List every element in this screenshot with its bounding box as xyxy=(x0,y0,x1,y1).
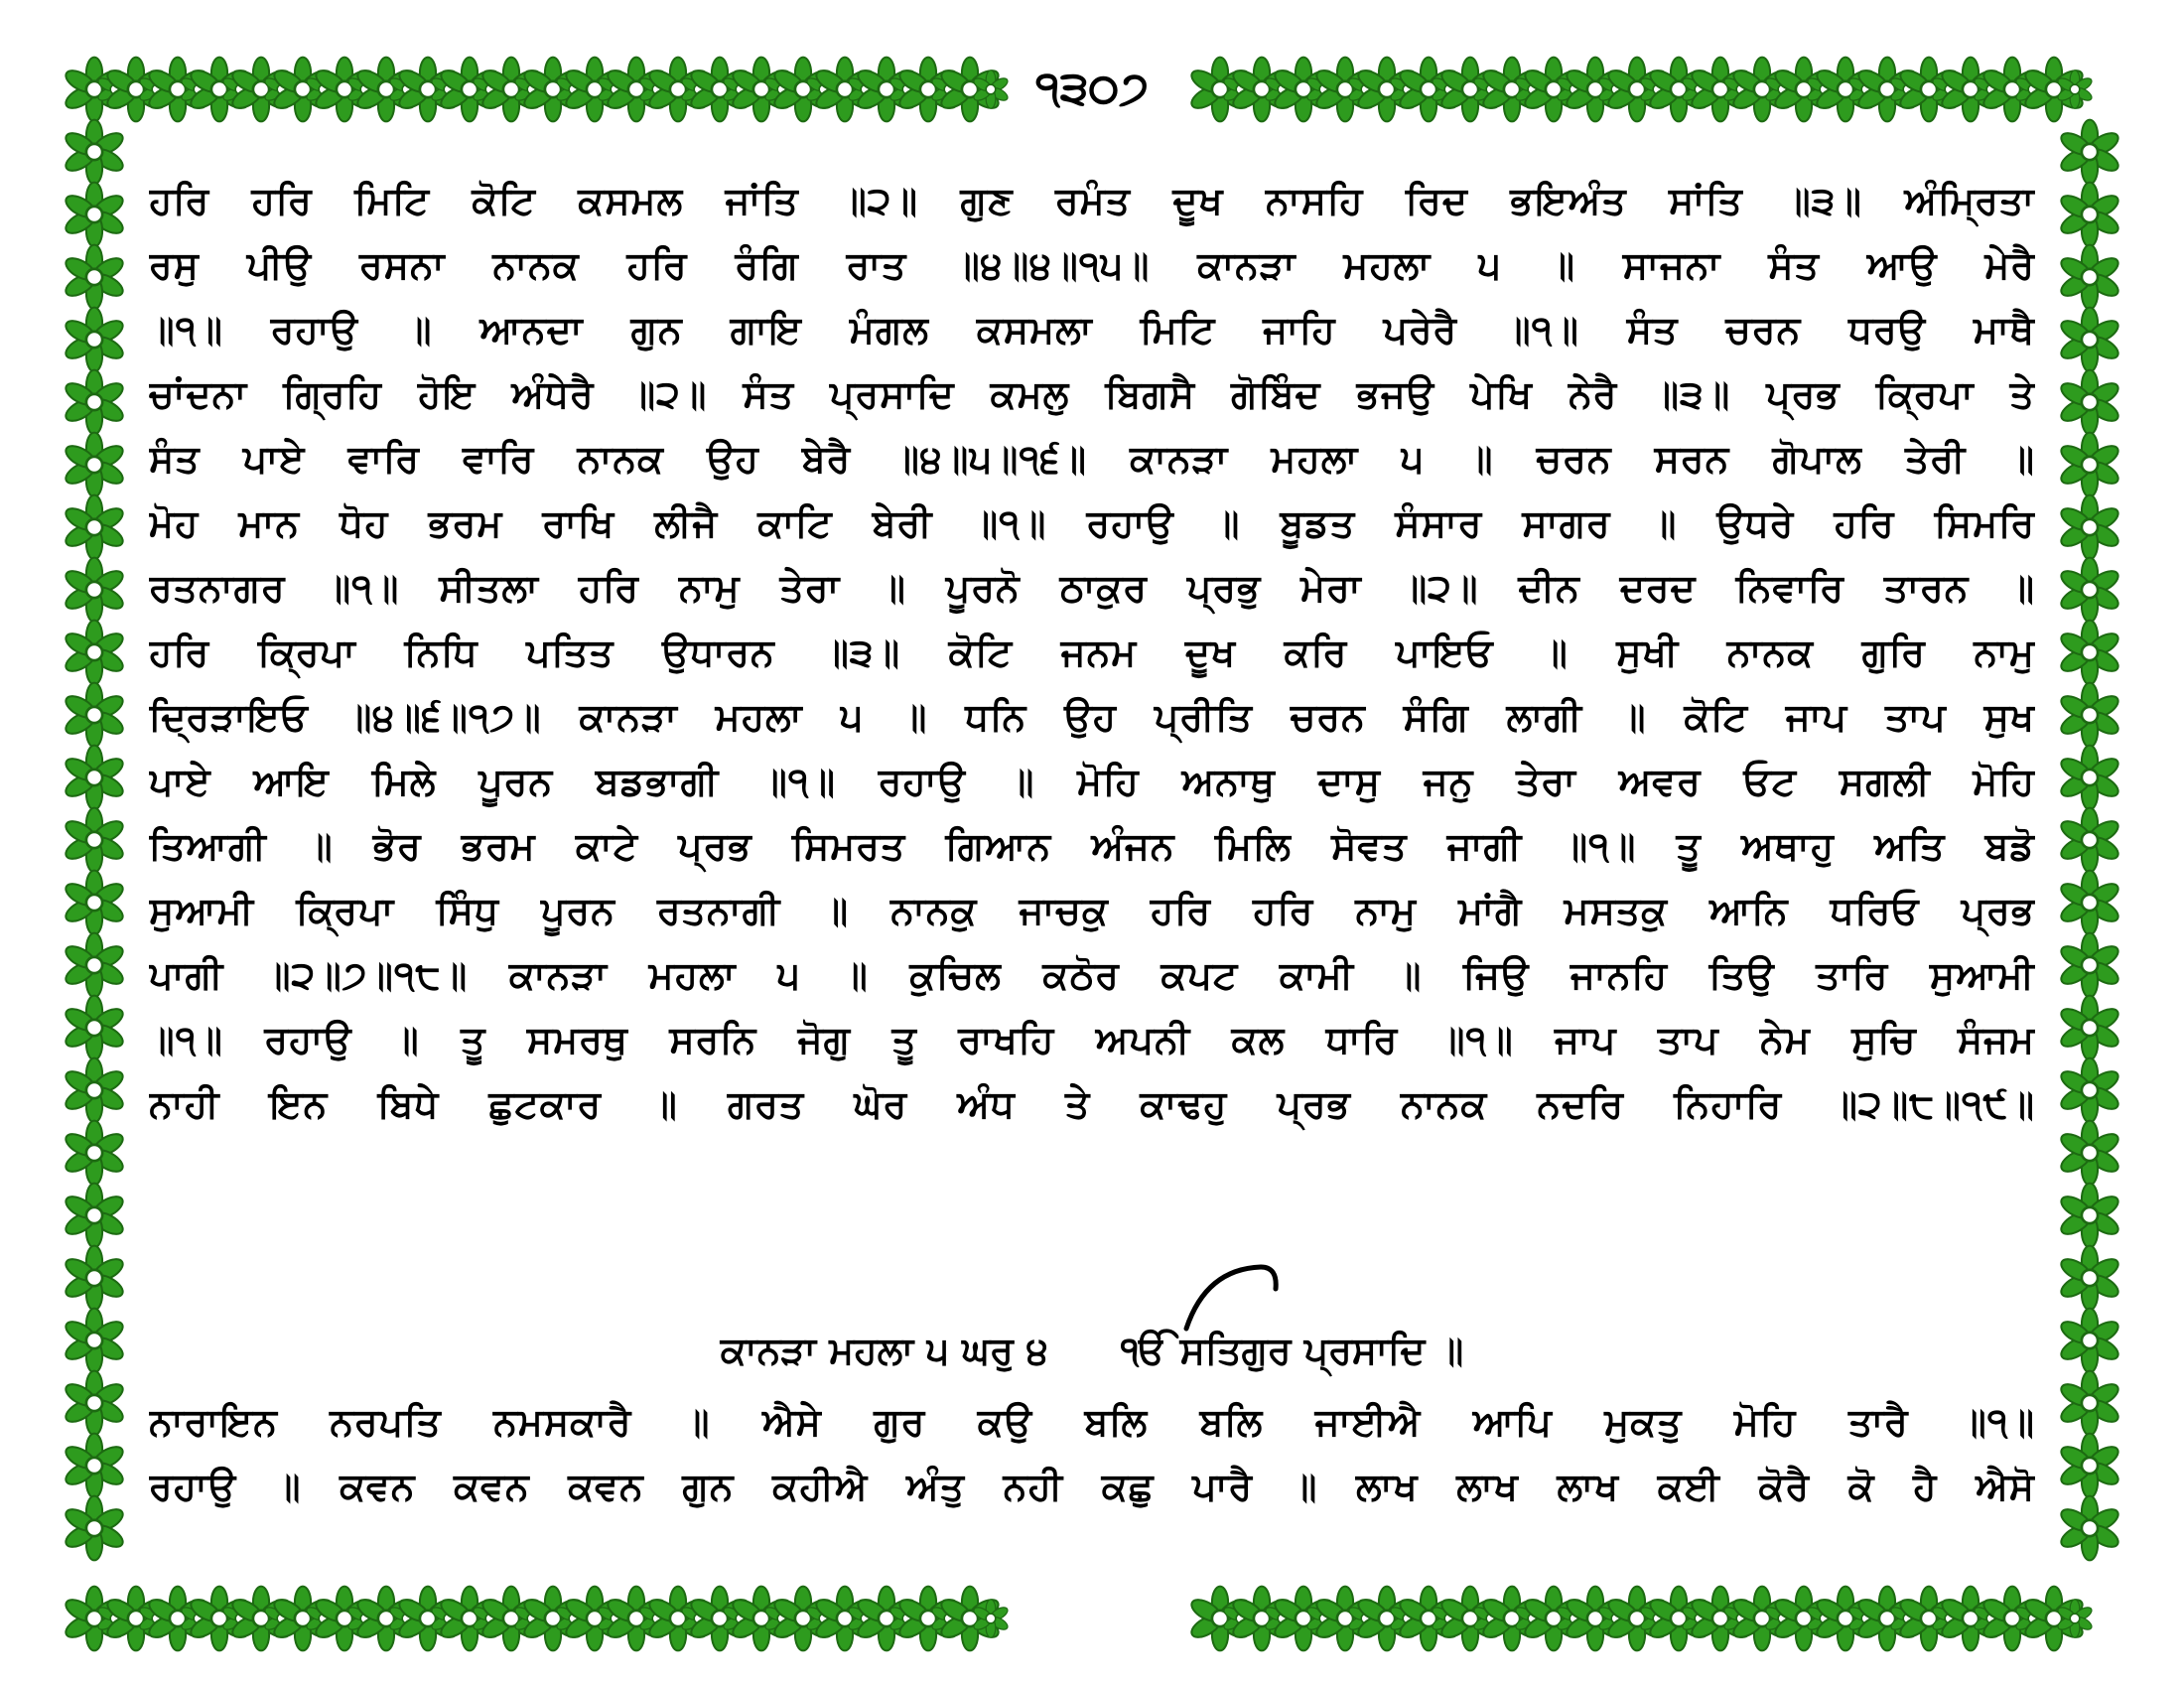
text-line: ॥੧॥ ਰਹਾਉ ॥ ਤੂ ਸਮਰਥੁ ਸਰਨਿ ਜੋਗੁ ਤੂ ਰਾਖਹਿ ਅਪਨੀ ਕਲ ਧਾਰਿ ॥੧॥ ਜਾਪ ਤਾਪ ਨੇਮ ਸੁਚਿ ਸੰਜਮ xyxy=(149,1018,2035,1061)
flower-motif-icon xyxy=(63,308,126,372)
page-number xyxy=(0,58,2184,117)
text-line: ਦ੍ਰਿੜਾਇਓ ॥੪॥੬॥੧੭॥ ਕਾਨੜਾ ਮਹਲਾ ੫ ॥ ਧਨਿ ਉਹ ਪ੍ਰੀਤਿ ਚਰਨ ਸੰਗਿ ਲਾਗੀ ॥ ਕੋਟਿ ਜਾਪ ਤਾਪ ਸੁਖ xyxy=(149,695,2035,739)
text-line: ਰਸੁ ਪੀਉ ਰਸਨਾ ਨਾਨਕ ਹਰਿ ਰੰਗਿ ਰਾਤ ॥੪॥੪॥੧੫॥ ਕਾਨੜਾ ਮਹਲਾ ੫ ॥ ਸਾਜਨਾ ਸੰਤ ਆਉ ਮੇਰੈ xyxy=(149,243,2035,287)
flower-motif-icon xyxy=(63,1058,126,1123)
flower-motif-icon xyxy=(63,433,126,497)
flower-motif-icon xyxy=(63,120,126,185)
text-line: ਸੰਤ ਪਾਏ ਵਾਰਿ ਵਾਰਿ ਨਾਨਕ ਉਹ ਬੇਰੈ ॥੪॥੫॥੧੬॥ ਕਾਨੜਾ ਮਹਲਾ ੫ ॥ ਚਰਨ ਸਰਨ ਗੋਪਾਲ ਤੇਰੀ ॥ xyxy=(149,437,2035,481)
flower-motif-icon xyxy=(2058,370,2121,435)
flower-motif-icon xyxy=(63,1371,126,1436)
page-number-text: ੧੩੦੭ xyxy=(1010,61,1174,114)
text-line: ਮੋਹ ਮਾਨ ਧੋਹ ਭਰਮ ਰਾਖਿ ਲੀਜੈ ਕਾਟਿ ਬੇਰੀ ॥੧॥ ਰਹਾਉ ॥ ਬੂਡਤ ਸੰਸਾਰ ਸਾਗਰ ॥ ਉਧਰੇ ਹਰਿ ਸਿਮਰਿ xyxy=(149,501,2035,545)
text-line: ਚਾਂਦਨਾ ਗ੍ਰਿਹਿ ਹੋਇ ਅੰਧੇਰੈ ॥੨॥ ਸੰਤ ਪ੍ਰਸਾਦਿ ਕਮਲੁ ਬਿਗਸੈ ਗੋਬਿੰਦ ਭਜਉ ਪੇਖਿ ਨੇਰੈ ॥੩॥ ਪ੍ਰਭ ਕ੍ਰਿਪਾ ਤੇ xyxy=(149,372,2035,416)
flower-motif-icon xyxy=(63,495,126,560)
text-line: ਨਾਰਾਇਨ ਨਰਪਤਿ ਨਮਸਕਾਰੈ ॥ ਐਸੇ ਗੁਰ ਕਉ ਬਲਿ ਬਲਿ ਜਾਈਐ ਆਪਿ ਮੁਕਤੁ ਮੋਹਿ ਤਾਰੈ ॥੧॥ xyxy=(149,1400,2035,1444)
mangal-heading: ੴ ਸਤਿਗੁਰ ਪ੍ਰਸਾਦਿ ॥ xyxy=(1121,1329,1464,1372)
flower-motif-icon xyxy=(2058,871,2121,935)
flower-motif-icon xyxy=(63,808,126,873)
text-line: ਨਾਹੀ ਇਨ ਬਿਧੇ ਛੁਟਕਾਰ ॥ ਗਰਤ ਘੋਰ ਅੰਧ ਤੇ ਕਾਢਹੁ ਪ੍ਰਭ ਨਾਨਕ ਨਦਰਿ ਨਿਹਾਰਿ ॥੨॥੮॥੧੯॥ xyxy=(149,1082,2035,1126)
flower-motif-icon xyxy=(2058,308,2121,372)
flower-motif-icon xyxy=(63,933,126,998)
text-line: ਤਿਆਗੀ ॥ ਭੋਰ ਭਰਮ ਕਾਟੇ ਪ੍ਰਭ ਸਿਮਰਤ ਗਿਆਨ ਅੰਜਨ ਮਿਲਿ ਸੋਵਤ ਜਾਗੀ ॥੧॥ ਤੂ ਅਥਾਹੁ ਅਤਿ ਬਡੋ xyxy=(149,824,2035,868)
text-line: ਹਰਿ ਕ੍ਰਿਪਾ ਨਿਧਿ ਪਤਿਤ ਉਧਾਰਨ ॥੩॥ ਕੋਟਿ ਜਨਮ ਦੂਖ ਕਰਿ ਪਾਇਓ ॥ ਸੁਖੀ ਨਾਨਕ ਗੁਰਿ ਨਾਮੁ xyxy=(149,631,2035,674)
flower-motif-icon xyxy=(63,1309,126,1373)
text-line: ਸੁਆਮੀ ਕ੍ਰਿਪਾ ਸਿੰਧੁ ਪੂਰਨ ਰਤਨਾਗੀ ॥ ਨਾਨਕੁ ਜਾਚਕੁ ਹਰਿ ਹਰਿ ਨਾਮੁ ਮਾਂਗੈ ਮਸਤਕੁ ਆਨਿ ਧਰਿਓ ਪ੍ਰਭ xyxy=(149,889,2035,932)
text-line: ਰਤਨਾਗਰ ॥੧॥ ਸੀਤਲਾ ਹਰਿ ਨਾਮੁ ਤੇਰਾ ॥ ਪੂਰਨੋ ਠਾਕੁਰ ਪ੍ਰਭੁ ਮੇਰਾ ॥੨॥ ਦੀਨ ਦਰਦ ਨਿਵਾਰਿ ਤਾਰਨ ॥ xyxy=(149,566,2035,610)
flower-motif-icon xyxy=(63,558,126,623)
flower-motif-icon xyxy=(2058,433,2121,497)
raag-heading: ਕਾਨੜਾ ਮਹਲਾ ੫ ਘਰੁ ੪ xyxy=(720,1329,1048,1372)
flower-motif-icon xyxy=(2058,683,2121,748)
flower-motif-icon xyxy=(2058,808,2121,873)
flower-motif-icon xyxy=(2058,1309,2121,1373)
flower-motif-icon xyxy=(2058,1058,2121,1123)
flower-motif-icon xyxy=(2058,1371,2121,1436)
flower-motif-icon xyxy=(2058,558,2121,623)
flower-motif-icon xyxy=(2058,746,2121,810)
flower-motif-icon xyxy=(63,746,126,810)
closing-text-block xyxy=(149,1390,2035,1519)
flower-motif-icon xyxy=(63,1434,126,1498)
flower-motif-icon xyxy=(63,1121,126,1186)
text-line: ਪਾਏ ਆਇ ਮਿਲੇ ਪੂਰਨ ਬਡਭਾਗੀ ॥੧॥ ਰਹਾਉ ॥ ਮੋਹਿ ਅਨਾਥੁ ਦਾਸੁ ਜਨੁ ਤੇਰਾ ਅਵਰ ਓਟ ਸਗਲੀ ਮੋਹਿ xyxy=(149,760,2035,803)
flower-motif-icon xyxy=(2058,621,2121,685)
flower-motif-icon xyxy=(2058,1246,2121,1311)
flower-motif-icon xyxy=(2058,1121,2121,1186)
flower-motif-icon xyxy=(2058,933,2121,998)
flower-motif-icon xyxy=(2058,1184,2121,1248)
flower-motif-icon xyxy=(63,1184,126,1248)
flower-motif-icon xyxy=(2058,996,2121,1060)
text-line: ਹਰਿ ਹਰਿ ਮਿਟਿ ਕੋਟਿ ਕਸਮਲ ਜਾਂਤਿ ॥੨॥ ਗੁਣ ਰਮੰਤ ਦੂਖ ਨਾਸਹਿ ਰਿਦ ਭਇਅੰਤ ਸਾਂਤਿ ॥੩॥ ਅੰਮ੍ਰਿਤਾ xyxy=(149,179,2035,222)
flower-motif-icon xyxy=(63,871,126,935)
text-line: ॥੧॥ ਰਹਾਉ ॥ ਆਨਦਾ ਗੁਨ ਗਾਇ ਮੰਗਲ ਕਸਮਲਾ ਮਿਟਿ ਜਾਹਿ ਪਰੇਰੈ ॥੧॥ ਸੰਤ ਚਰਨ ਧਰਉ ਮਾਥੈ xyxy=(149,308,2035,352)
flower-motif-icon xyxy=(2058,1434,2121,1498)
flower-motif-icon xyxy=(2058,245,2121,310)
text-line: ਪਾਗੀ ॥੨॥੭॥੧੮॥ ਕਾਨੜਾ ਮਹਲਾ ੫ ॥ ਕੁਚਿਲ ਕਠੋਰ ਕਪਟ ਕਾਮੀ ॥ ਜਿਉ ਜਾਨਹਿ ਤਿਉ ਤਾਰਿ ਸੁਆਮੀ xyxy=(149,953,2035,997)
flower-motif-icon xyxy=(2058,1496,2121,1561)
flower-motif-icon xyxy=(63,683,126,748)
flower-motif-icon xyxy=(63,996,126,1060)
section-heading xyxy=(149,1316,2035,1385)
flower-motif-icon xyxy=(63,245,126,310)
flower-motif-icon xyxy=(63,621,126,685)
main-text-block xyxy=(149,169,2035,1137)
flower-motif-icon xyxy=(2058,495,2121,560)
flower-motif-icon xyxy=(63,183,126,247)
flower-motif-icon xyxy=(2058,120,2121,185)
flower-motif-icon xyxy=(2058,183,2121,247)
flower-motif-icon xyxy=(63,1496,126,1561)
text-line: ਰਹਾਉ ॥ ਕਵਨ ਕਵਨ ਕਵਨ ਗੁਨ ਕਹੀਐ ਅੰਤੁ ਨਹੀ ਕਛੁ ਪਾਰੈ ॥ ਲਾਖ ਲਾਖ ਲਾਖ ਕਈ ਕੋਰੈ ਕੋ ਹੈ ਐਸੋ xyxy=(149,1465,2035,1508)
flower-motif-icon xyxy=(63,370,126,435)
flower-motif-icon xyxy=(63,1246,126,1311)
